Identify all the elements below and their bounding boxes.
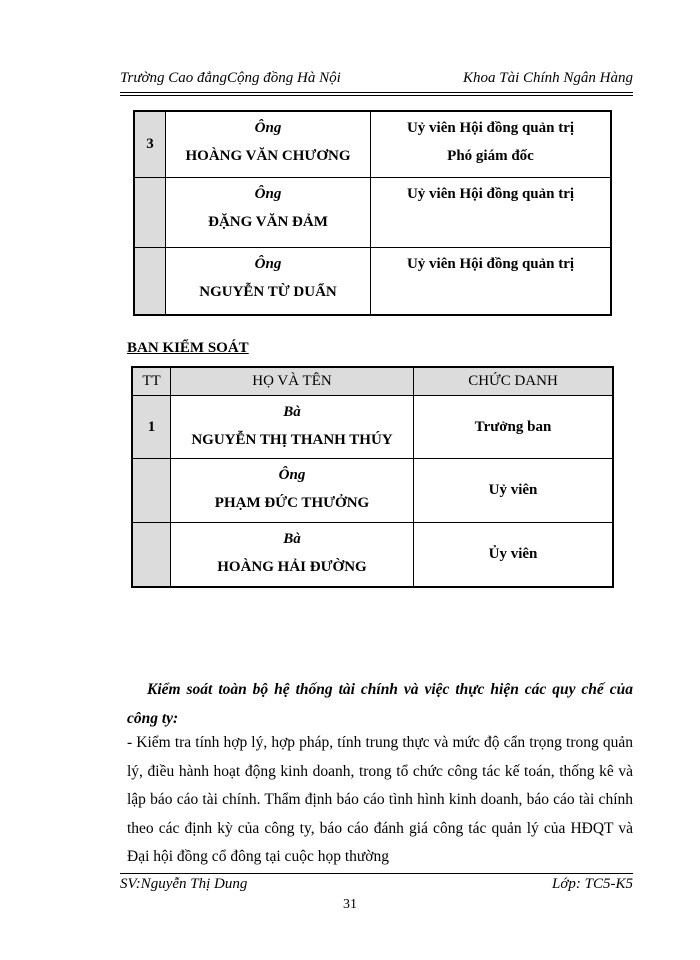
column-header-tt: TT xyxy=(132,367,171,396)
header-divider xyxy=(120,92,633,93)
member-name: PHẠM ĐỨC THƯỞNG xyxy=(214,495,370,511)
member-cell xyxy=(171,459,414,523)
row-number: 3 xyxy=(134,111,166,177)
member-cell xyxy=(171,523,414,587)
role-cell xyxy=(371,177,612,247)
member-cell xyxy=(166,247,371,315)
column-header-role: CHỨC DANH xyxy=(414,367,614,396)
header-department: Khoa Tài Chính Ngân Hàng xyxy=(462,70,633,86)
header-school-name: Trường Cao đẳngCộng đồng Hà Nội xyxy=(120,70,341,86)
role-cell xyxy=(371,247,612,315)
member-name: HOÀNG HẢI ĐƯỜNG xyxy=(217,559,367,575)
page-footer xyxy=(120,876,633,896)
table-row xyxy=(132,523,613,587)
member-title: Ông xyxy=(254,120,282,136)
member-name: NGUYỄN TỪ DUẨN xyxy=(199,283,337,300)
footer-class: Lớp: TC5-K5 xyxy=(552,876,633,892)
section-heading-control-board: BAN KIỂM SOÁT xyxy=(127,340,249,356)
member-title: Ông xyxy=(254,185,282,202)
table-row xyxy=(134,247,611,315)
footer-divider xyxy=(120,873,633,874)
member-name: NGUYỄN THỊ THANH THÚY xyxy=(191,432,393,448)
row-number: 1 xyxy=(132,396,171,459)
page-header xyxy=(120,70,633,90)
table-row xyxy=(132,459,613,523)
role-cell xyxy=(371,111,612,177)
member-role: Uỷ viên Hội đồng quản trị xyxy=(406,255,575,272)
table-header-row xyxy=(132,367,613,396)
member-cell xyxy=(166,111,371,177)
member-role-secondary: Phó giám đốc xyxy=(447,148,534,164)
body-paragraph: - Kiểm tra tính hợp lý, hợp pháp, tính trung thực và mức độ cẩn trọng trong quản lý, điều hành hoạt động kinh doanh, trong tổ chức công tác kế toán, thống kê và lập báo cáo tài chính. Thẩm định báo cáo tình hình kinh doanh, báo cáo tài chính theo các định kỳ của công ty, báo cáo đánh giá công tác quản lý của HĐQT và Đại hội đồng cổ đông tại cuộc họp thường xyxy=(127,734,633,865)
member-role: Uỷ viên xyxy=(414,459,614,523)
member-role: Ủy viên xyxy=(414,523,614,587)
header-divider-2 xyxy=(120,95,633,96)
row-number xyxy=(132,523,171,587)
member-title: Bà xyxy=(283,531,301,547)
member-title: Ông xyxy=(278,467,306,483)
row-number xyxy=(134,247,166,315)
member-cell xyxy=(171,396,414,459)
member-role: Uỷ viên Hội đồng quản trị xyxy=(406,120,575,136)
control-board-table xyxy=(131,366,614,588)
member-name: ĐẶNG VĂN ĐẢM xyxy=(208,213,328,230)
table-row xyxy=(134,177,611,247)
member-cell xyxy=(166,177,371,247)
footer-student-name: SV:Nguyễn Thị Dung xyxy=(120,876,248,892)
member-title: Bà xyxy=(283,404,301,420)
row-number xyxy=(132,459,171,523)
member-role: Trưởng ban xyxy=(414,396,614,459)
table-row xyxy=(132,396,613,459)
column-header-name: HỌ VÀ TÊN xyxy=(171,367,414,396)
board-of-directors-table xyxy=(133,110,612,316)
row-number xyxy=(134,177,166,247)
member-title: Ông xyxy=(254,255,282,272)
member-role: Uỷ viên Hội đồng quản trị xyxy=(406,185,575,202)
member-name: HOÀNG VĂN CHƯƠNG xyxy=(185,148,351,164)
body-heading: Kiểm soát toàn bộ hệ thống tài chính và việc thực hiện các quy chế của công ty: xyxy=(127,681,633,727)
table-row xyxy=(134,111,611,177)
page-number: 31 xyxy=(343,897,357,912)
